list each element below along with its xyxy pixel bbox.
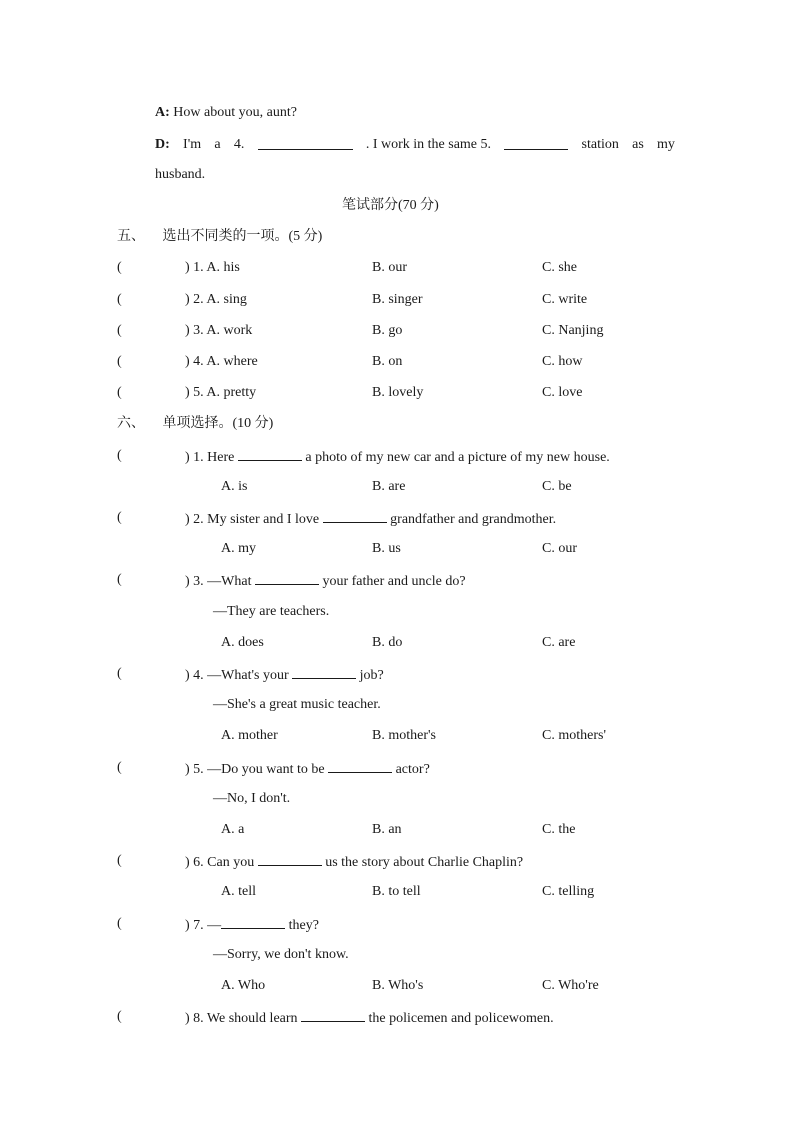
section6-number: 六、 bbox=[117, 416, 145, 431]
section6-title: 单项选择。(10 分) bbox=[162, 416, 274, 431]
answer-blank-4[interactable] bbox=[258, 136, 353, 150]
section5-heading bbox=[117, 228, 322, 246]
answer-blank[interactable] bbox=[221, 915, 285, 929]
dialogue-line-d-cont: husband. bbox=[155, 167, 206, 182]
option-b: B. go bbox=[372, 323, 403, 338]
option-c: C. be bbox=[542, 479, 572, 494]
question-stem-end: job? bbox=[359, 668, 384, 683]
option-b: B. are bbox=[372, 479, 406, 494]
question-stem: ) 8. We should learn bbox=[185, 1011, 298, 1026]
question-stem: ) 1. Here bbox=[185, 450, 235, 465]
dialogue-line-d bbox=[155, 136, 675, 154]
question-7 bbox=[185, 915, 319, 935]
word: as bbox=[632, 137, 644, 152]
question-5 bbox=[185, 759, 430, 779]
question-paren: ( bbox=[117, 760, 122, 775]
question-paren: ( bbox=[117, 666, 122, 681]
option-b: B. lovely bbox=[372, 385, 424, 400]
dialogue-line-a-text: How about you, aunt? bbox=[173, 105, 297, 120]
question-stem: ) 2. A. sing bbox=[185, 292, 247, 307]
question-stem: ) 5. A. pretty bbox=[185, 385, 257, 400]
speaker-a: A: bbox=[155, 105, 170, 120]
word: 4. bbox=[233, 137, 245, 152]
question-stem: ) 1. A. his bbox=[185, 260, 240, 275]
answer-blank[interactable] bbox=[238, 447, 302, 461]
question-paren: ( bbox=[117, 510, 122, 525]
option-a: A. does bbox=[221, 635, 264, 650]
question-2 bbox=[185, 509, 556, 529]
option-c: C. write bbox=[542, 292, 588, 307]
question-1 bbox=[185, 447, 610, 467]
speaker-d: D: bbox=[155, 137, 170, 152]
option-b: B. mother's bbox=[372, 728, 436, 743]
question-stem: ) 2. My sister and I love bbox=[185, 512, 320, 527]
option-b: B. Who's bbox=[372, 978, 424, 993]
option-c: C. Who're bbox=[542, 978, 599, 993]
question-paren: ( bbox=[117, 853, 122, 868]
answer-blank[interactable] bbox=[323, 509, 387, 523]
option-b: B. our bbox=[372, 260, 407, 275]
reply-line: —No, I don't. bbox=[213, 791, 291, 806]
option-b: B. to tell bbox=[372, 884, 421, 899]
question-paren: ( bbox=[117, 1009, 122, 1024]
question-paren: ( bbox=[117, 354, 122, 369]
answer-blank-5[interactable] bbox=[504, 136, 568, 150]
option-c: C. love bbox=[542, 385, 583, 400]
question-paren: ( bbox=[117, 572, 122, 587]
question-paren: ( bbox=[117, 448, 122, 463]
question-stem-end: your father and uncle do? bbox=[322, 574, 466, 589]
answer-blank[interactable] bbox=[258, 852, 322, 866]
question-stem-end: a photo of my new car and a picture of my new house. bbox=[305, 450, 610, 465]
question-stem: ) 4. —What's your bbox=[185, 668, 289, 683]
dialogue-line-a bbox=[155, 104, 297, 122]
reply-line: —She's a great music teacher. bbox=[213, 697, 381, 712]
question-stem: ) 5. —Do you want to be bbox=[185, 762, 325, 777]
question-4 bbox=[185, 665, 384, 685]
option-c: C. Nanjing bbox=[542, 323, 604, 338]
question-stem-end: grandfather and grandmother. bbox=[390, 512, 557, 527]
section5-number: 五、 bbox=[117, 229, 145, 244]
section6-heading bbox=[117, 415, 273, 433]
word: station bbox=[581, 137, 619, 152]
reply-line: —Sorry, we don't know. bbox=[213, 947, 349, 962]
option-a: A. Who bbox=[221, 978, 266, 993]
word: I'm bbox=[183, 137, 202, 152]
question-paren: ( bbox=[117, 292, 122, 307]
answer-blank[interactable] bbox=[301, 1008, 365, 1022]
question-stem: ) 3. A. work bbox=[185, 323, 253, 338]
question-stem: ) 7. — bbox=[185, 918, 222, 933]
option-b: B. an bbox=[372, 822, 402, 837]
word: my bbox=[657, 137, 675, 152]
question-stem-end: us the story about Charlie Chaplin? bbox=[325, 855, 524, 870]
option-c: C. telling bbox=[542, 884, 595, 899]
question-stem: ) 6. Can you bbox=[185, 855, 255, 870]
question-paren: ( bbox=[117, 916, 122, 931]
option-c: C. mothers' bbox=[542, 728, 606, 743]
word: a bbox=[214, 137, 221, 152]
option-b: B. singer bbox=[372, 292, 423, 307]
option-b: B. on bbox=[372, 354, 403, 369]
option-a: A. my bbox=[221, 541, 256, 556]
question-stem-end: the policemen and policewomen. bbox=[368, 1011, 554, 1026]
option-c: C. the bbox=[542, 822, 576, 837]
question-stem-end: they? bbox=[288, 918, 319, 933]
question-stem: ) 4. A. where bbox=[185, 354, 258, 369]
option-c: C. she bbox=[542, 260, 577, 275]
question-stem: ) 3. —What bbox=[185, 574, 252, 589]
option-a: A. mother bbox=[221, 728, 278, 743]
answer-blank[interactable] bbox=[328, 759, 392, 773]
option-a: A. tell bbox=[221, 884, 256, 899]
written-part-title: 笔试部分(70 分) bbox=[342, 198, 439, 213]
option-c: C. our bbox=[542, 541, 577, 556]
option-a: A. a bbox=[221, 822, 245, 837]
question-3 bbox=[185, 571, 466, 591]
option-a: A. is bbox=[221, 479, 248, 494]
section5-title: 选出不同类的一项。(5 分) bbox=[162, 229, 323, 244]
option-c: C. how bbox=[542, 354, 583, 369]
dialogue-mid-text: . I work in the same 5. bbox=[365, 137, 492, 152]
question-6 bbox=[185, 852, 523, 872]
option-c: C. are bbox=[542, 635, 576, 650]
question-paren: ( bbox=[117, 385, 122, 400]
answer-blank[interactable] bbox=[255, 571, 319, 585]
question-paren: ( bbox=[117, 323, 122, 338]
answer-blank[interactable] bbox=[292, 665, 356, 679]
question-paren: ( bbox=[117, 260, 122, 275]
question-8 bbox=[185, 1008, 554, 1028]
option-b: B. do bbox=[372, 635, 403, 650]
reply-line: —They are teachers. bbox=[213, 604, 330, 619]
option-b: B. us bbox=[372, 541, 401, 556]
question-stem-end: actor? bbox=[395, 762, 430, 777]
